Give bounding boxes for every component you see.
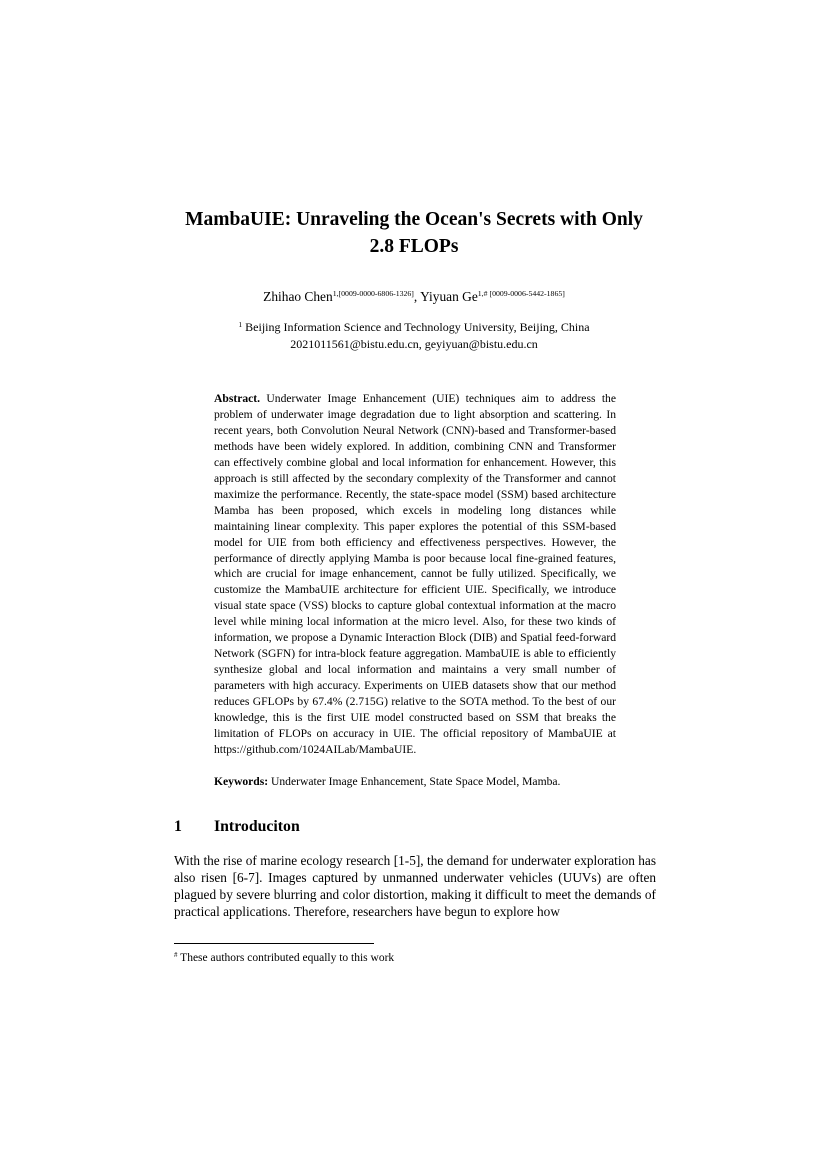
paper-title [150, 206, 678, 260]
author-affiliation-orcid: 1,# [0009-0006-5442-1865] [477, 289, 565, 298]
author-emails: 2021011561@bistu.edu.cn, geyiyuan@bistu.edu.cn [290, 336, 538, 351]
author-name: Yiyuan Ge [420, 289, 478, 304]
affiliation [100, 319, 728, 352]
abstract [214, 391, 616, 758]
section-number: 1 [174, 818, 182, 835]
affiliation-text: Beijing Information Science and Technology University, Beijing, China [245, 320, 590, 334]
affiliation-number: 1 [238, 320, 243, 329]
abstract-text: Underwater Image Enhancement (UIE) techniques aim to address the problem of underwater image degradation due to light absorption and scattering. In recent years, both Convolution Neural Network (CNN)-based and Transformer-based methods have been widely explored. In addition, combining CNN and Transformer can effectively combine global and local information for enhancement. However, this approach is still affected by the secondary complexity of the Transformer and cannot maximize the performance. Recently, the state-space model (SSM) based architecture Mamba has been proposed, which excels in modeling long distances while maintaining linear complexity. This paper explores the potential of this SSM-based model for UIE from both efficiency and effectiveness perspectives. However, the performance of directly applying Mamba is poor because local fine-grained features, which are crucial for image enhancement, cannot be fully utilized. Specifically, we customize the MambaUIE architecture for efficient UIE. Specifically, we introduce visual state space (VSS) blocks to capture global contextual information at the macro level while mining local information at the micro level. Also, for these two kinds of information, we propose a Dynamic Interaction Block (DIB) and Spatial feed-forward Network (SGFN) for intra-block feature aggregation. MambaUIE is able to efficiently synthesize global and local information and maintains a very small number of parameters with high accuracy. Experiments on UIEB datasets show that our method reduces GFLOPs by 67.4% (2.715G) relative to the SOTA method. To the best of our knowledge, this is the first UIE model constructed based on SSM that breaks the limitation of FLOPs on accuracy in UIE. The official repository of MambaUIE at https://github.com/1024AILab/MambaUIE. [214, 392, 616, 756]
author-affiliation-orcid: 1,[0009-0000-6806-1326] [332, 289, 414, 298]
keywords [214, 774, 616, 790]
section-heading [174, 817, 300, 837]
footnote-text: These authors contributed equally to this work [180, 952, 395, 964]
keywords-label: Keywords: [214, 775, 269, 788]
footnote-divider [174, 943, 374, 944]
affiliation-line [100, 319, 728, 336]
footnote-mark: # [174, 951, 178, 959]
author-list [100, 288, 728, 306]
author-separator: , [413, 289, 421, 304]
title-line-1: MambaUIE: Unraveling the Ocean's Secrets with Only [185, 209, 643, 230]
keywords-text: Underwater Image Enhancement, State Space Model, Mamba. [271, 775, 561, 788]
body-paragraph: With the rise of marine ecology research [1-5], the demand for underwater exploration has also risen [6-7]. Images captured by unmanned underwater vehicles (UUVs) are often plagued by severe blurring and color distortion, making it difficult to meet the demands of practical applications. Therefore, researchers have begun to explore how [174, 853, 656, 920]
footnote [174, 951, 656, 966]
title-line-2: 2.8 FLOPs [369, 236, 459, 257]
author-name: Zhihao Chen [263, 289, 333, 304]
section-title: Introduciton [214, 818, 300, 835]
abstract-label: Abstract. [214, 392, 261, 405]
